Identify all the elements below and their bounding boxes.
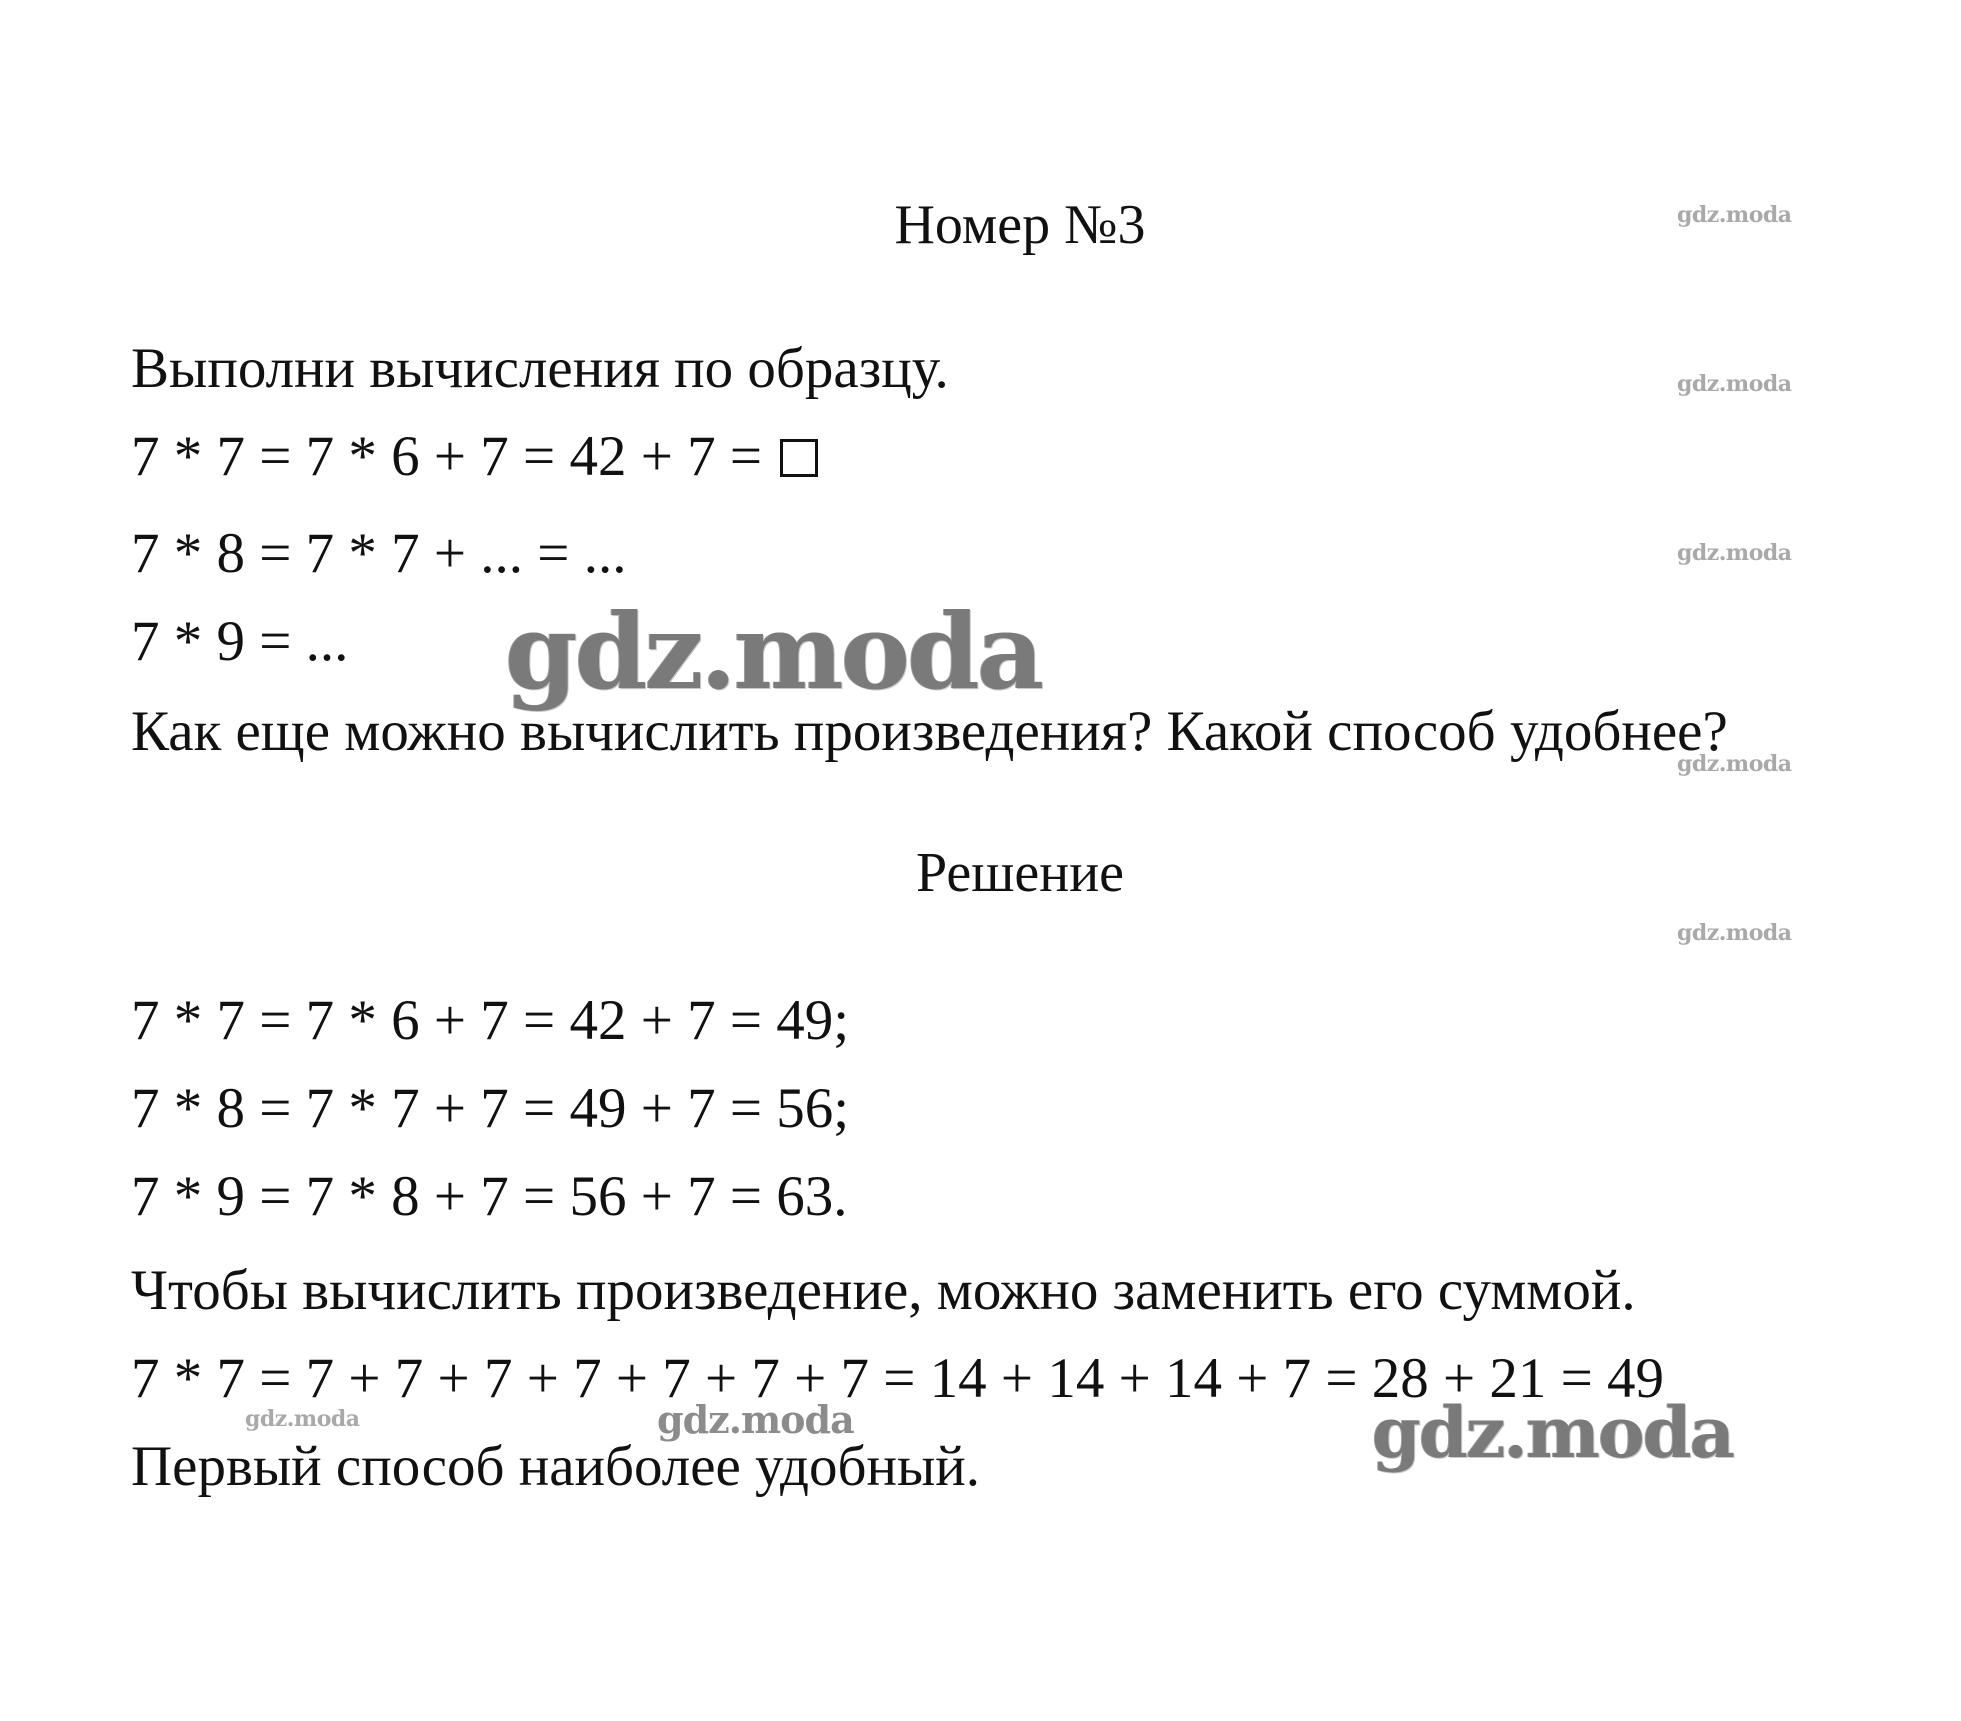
watermark-logo: gdz.moda [505, 590, 1042, 713]
solution-line: 7 * 9 = 7 * 8 + 7 = 56 + 7 = 63. [131, 1165, 848, 1228]
task-title: Номер №3 [894, 194, 1146, 256]
task-example-line [131, 425, 818, 488]
watermark-logo: gdz.moda [245, 1406, 360, 1432]
solution-explanation: Чтобы вычислить произведение, можно заменить его суммой. [131, 1259, 1636, 1322]
solution-title: Решение [915, 842, 1125, 904]
watermark-logo: gdz.moda [1677, 202, 1792, 228]
solution-sum-line: 7 * 7 = 7 + 7 + 7 + 7 + 7 + 7 + 7 = 14 + 14 + 14 + 7 = 28 + 21 = 49 [131, 1347, 1665, 1410]
watermark-logo: gdz.moda [1677, 920, 1792, 946]
solution-line: 7 * 8 = 7 * 7 + 7 = 49 + 7 = 56; [131, 1077, 850, 1140]
watermark-logo: gdz.moda [1677, 540, 1792, 566]
task-example-text: 7 * 7 = 7 * 6 + 7 = 42 + 7 = [131, 425, 762, 488]
watermark-logo: gdz.moda [657, 1397, 854, 1442]
watermark-logo: gdz.moda [1677, 371, 1792, 397]
task-instruction: Выполни вычисления по образцу. [131, 337, 949, 400]
solution-conclusion: Первый способ наиболее удобный. [131, 1435, 981, 1498]
watermark-logo: gdz.moda [1372, 1391, 1734, 1474]
task-line: 7 * 8 = 7 * 7 + ... = ... [131, 522, 627, 585]
solution-line: 7 * 7 = 7 * 6 + 7 = 42 + 7 = 49; [131, 989, 850, 1052]
task-question: Как еще можно вычислить произведения? Какой способ удобнее? [131, 700, 1728, 763]
watermark-logo: gdz.moda [1677, 751, 1792, 777]
task-line: 7 * 9 = ... [131, 610, 349, 673]
answer-box [780, 439, 818, 477]
